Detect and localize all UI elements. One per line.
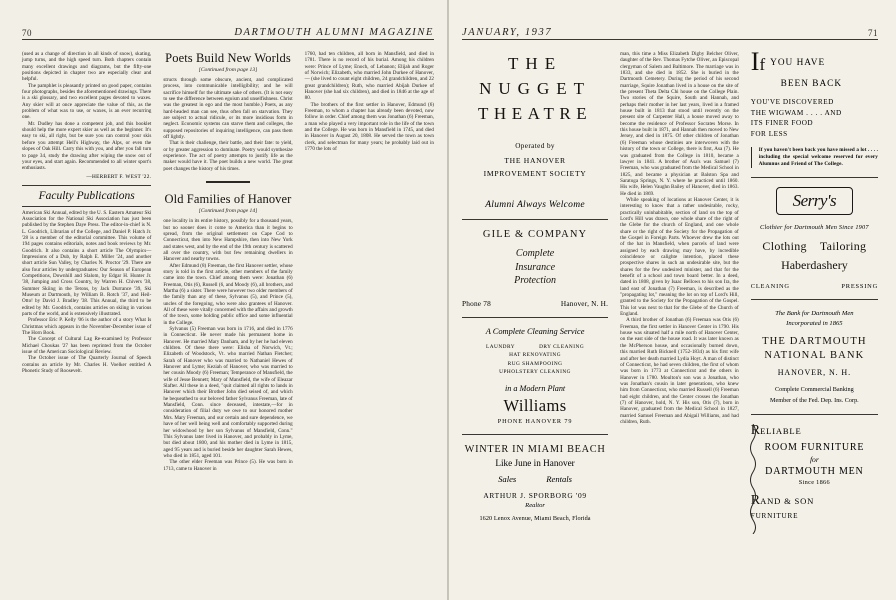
serrys-service-tailoring: Tailoring [819,239,867,253]
miami-subhead: Like June in Hanover [495,457,575,468]
column-2 [163,51,292,472]
ad-divider-rule [462,434,608,435]
miami-headline: WINTER IN MIAMI BEACH [464,443,606,455]
rand-for: for [809,455,819,464]
serrys-logo-wrap [751,187,878,215]
wigwam-sub-line-2: THE WIGWAM . . . . AND [750,108,842,117]
header-rule-right [462,39,878,40]
miami-address: 1620 Lenox Avenue, Miami Beach, Florida [479,514,591,522]
bank-tagline-1: The Bank for Dartmouth Men [775,310,854,317]
rand-since: Since 1866 [798,479,830,486]
paragraph: While speaking of locations at Hanover Center, it is interesting to know that a rather undesirable, rocky, practically uninhabitable, section of land on the top of Lord's Hill was drawn, one whole share of the right of the Glebe for the church of England, and one whole share or the right of the Society for the Propagation of the Gospel in Foreign Parts. Whoever drew the lots out of the hat in Mansfield, when parcels of land were assigned by each drawing may have, by incredible coincidence or calighte intention, placed these prospective shares in such an undesirable site, but the shares for the few undesired minister, and that for the benefit of a school and town board better. In a deed, dated in 1808, given by Isaac Bellows to his son Ira, the land east of Jonathan (7) Freeman, is described as the "propagating lot," meaning the lot on top of Lord's Hill, granted to the Society for the Propagation of the Gospel. This lot was next to that for the Glebe of the Church of England. [620,196,739,318]
nugget-line-1: THE [508,54,563,73]
williams-name: Williams [503,395,567,415]
nugget-society-line-2: IMPROVEMENT SOCIETY [483,169,587,178]
rand-furniture-label: FURNITURE [750,512,799,520]
serrys-logo-box [776,187,854,215]
section-rule-top [22,185,151,186]
ad-gile-and-company[interactable] [462,229,608,308]
nugget-line-2: NUGGET [479,79,592,98]
serrys-logo-text: Serry's [792,191,837,210]
folio-right: 71 [868,28,878,38]
wigwam-fine-print: If you haven't been back you have missed a lot . . . . including the special welcome reserved for every Alumnus and Friend of The College. [758,147,878,167]
rand-drop-cap-1: R [750,423,761,438]
gile-city: Hanover, N. H. [560,298,609,308]
running-title-left: DARTMOUTH ALUMNI MAGAZINE [234,27,434,38]
paragraph: one locality in its entire history, possibly for a thousand years, but no sooner does it come to America than it begins to spread, from the original settlement on Cape Cod to Connecticut, then into New Hampshire, then into New York and states west, and by the end of the 19th century is scattered all over the country, with but few remaining dwellers in Hanover and nearby towns. [163,218,293,263]
gile-line-2: Insurance [515,261,556,273]
article-signature: —HERBERT F. WEST '22. [86,173,152,180]
rand-reliable-text: ELIABLE [760,426,802,436]
bank-tagline-2: Incorporated in 1865 [786,319,843,327]
paragraph: (used as a change of direction in all kinds of snow), skating, jump turns, and the high speed turn. Both chapters contain many excellent drawings and diagrams, but the fifty-one positions depicted in chapter two are especially clear and helpful. [22,51,152,83]
wigwam-sub-line-3: ITS FINER FOOD [750,119,814,127]
ad-rand-and-son-furniture[interactable] [751,424,878,520]
paragraph: structs through some obscure, ancient, and complicated process, into communicable intelligibility; and he will sacrifice himself for the ultimate sake of others. (It is not easy to see the difference between egoism and unselfishness. Christ was the greatest in ego and the most humble.) Poets, as any hard-headed man can see, thus often fall on starvation. They are subject to actual ridicule, or its more insidious form in neglect. Economic systems can starve them and colleges, the supposed repositories of inquiring intelligence, can pass them off lightly. [163,77,293,141]
article-title-old-families-of-hanover: Old Families of Hanover [164,192,292,207]
continued-from-note: [Continued from page 13] [198,67,258,73]
rand-dartmouth-men: DARTMOUTH MEN [765,466,864,477]
ad-column-left [462,51,608,522]
paragraph: American Ski Annual, edited by the U. S. Eastern Amateur Ski Association for the National Ski Association has just been published by the Stephen Daye Press. The editor-in-chief is N. L. Goodrich, Librarian of the College, and Daniel P. Hatch Jr. '28 is a member of the editorial committee. This volume of 194 pages contains editorials, notes and book reviews by Mr. Goodrich. It also contains a short article The Olympics—Impressions of a Dub, by Ralph E. Miller '24, and another short article Sun Valley, by Charles N. Proctor '29. There are also four articles by undergraduates: Our Season of European Competitions, Downhill and Slalom, by Edgar H. Hunter Jr. '38, Jumping and Cross Country, by Warren H. Chivers '38, Summer Skiing in the Tetons, by Jack Durrance '39, Ski Museum at Dartmouth, by William B. Rotch '37, and Heil-Otto! by David J. Bradley '38. This Annual, the third to be edited by Mr. Goodrich, contains articles on skiing in various parts of the world, and is extensively illustrated. [22,209,152,318]
miami-sales-rentals [462,474,608,484]
williams-headline: A Complete Cleaning Service [485,326,585,336]
running-head-left [22,18,434,44]
wigwam-subhead [751,97,878,139]
ad-nugget-theatre[interactable] [462,51,608,210]
wigwam-headline-row [750,47,878,76]
page-right [448,0,896,600]
folio-left: 70 [22,28,32,38]
serrys-footer [751,283,878,290]
wigwam-drop-cap: If [750,47,766,76]
section-title-faculty-publications: Faculty Publications [38,189,135,202]
article-divider-rule [206,181,250,183]
running-head-right [462,18,878,44]
wigwam-sub-line-4: FOR LESS [750,129,788,138]
ad-divider-rule [462,219,608,220]
paragraph: Sylvanus (5) Freeman was born in 1716, and died in 1776 in Connecticut. He never made his permanent home in Hanover. He married Mary Danham, and by her he had eleven children. Of these there were: Elisha of Norwich, Vt.; Elizabeth of Woodstock, Vt. who married Nathan Fletcher; Sarah of Hanover who was married to Nathaniel Hewes of Hanover and Lyme; Keziah of Hanover, who was married to her cousin Moody (6) Freeman; Temperance of Mansfield, the wife of Jesse Bennett; Mary of Mansfield, the wife of Eleazar Slafter. All these in a deed, "quit claimed all rights to lands in Hanover which their Brother John died seised of, and which he bequeathed to our beloved father Sylvanus Freeman, late of Mansfield, Conn. since deceased, intestate,—for in consideration of filial duty we owe to our honored mother Mrs. Mary Freeman, and our certain and sure dependence, we have of her well being well and comfortably supported during her widowhood by her son Sylvanus of Mansfield, Conn." This Sylvanus later lived in Hanover, and probably in Lyme, but died about 1800, and his mother died in Lyme in 1815, aged 95 years and is buried beside her daughter Sarah Hewes, who died in 1851, aged 101. [163,326,293,459]
paragraph: The pamphlet is pleasantly printed on good paper, contains four photographs, besides the aforementioned drawings. There is a ski glossary, and two excellent pages devoted to waxes. Any skier will at once appreciate the value of this, as the problem of what wax to use, or waxes, is an ever recurring one. [22,82,152,121]
gile-company-name: GILE & COMPANY [482,229,588,240]
gile-phone: Phone 78 [462,298,491,308]
nugget-welcome-line: Alumni Always Welcome [485,200,585,210]
nugget-line-3: THEATRE [478,104,593,123]
williams-service: DRY CLEANING [539,343,585,350]
paragraph: The Concept of Cultural Lag Re-examined by Professor Michael Choukas '27 has been reprinted from the October issue of the American Sociological Review. [22,336,152,356]
nugget-operated-by: Operated by [515,142,555,150]
williams-service: UPHOLSTERY CLEANING [499,369,571,375]
wigwam-head-line-2: BEEN BACK [780,79,843,89]
right-page-columns [462,47,878,522]
section-rule-bottom [22,206,151,207]
paragraph: Professor Eric P. Kelly '06 is the author of a story What Is Christmas which appears in the November-December issue of The Horn Book. [22,317,152,337]
gile-line-3: Protection [514,275,556,286]
rand-name-line [751,494,878,507]
nugget-society-line-1: THE HANOVER [504,156,566,165]
bank-fine-line-2: Member of the Fed. Dep. Ins. Corp. [770,397,859,404]
williams-service-list [462,343,608,377]
column-3 [305,51,434,472]
article-title-poets-build-new-worlds: Poets Build New Worlds [165,51,291,65]
gile-line-1: Complete [515,248,555,259]
page-gutter [447,0,449,600]
paragraph: Mr. Dudley has done a competent job, and this booklet should help the more expert skier as well as the beginner. It's easy to ski, all right, but be sure you can control your skis before you attempt Hell's Highway, the Alps, or even the slopes of Oak Hill. Carry this with you, and after you fall turn to page 34, study the drawing after wiping the snow out of your eyes, and start again. Recommended to all winter sport's enthusiasts. [22,120,152,172]
gile-footer [462,299,608,308]
williams-service: RUG SHAMPOOING [507,360,563,367]
bank-fine-line-1: Complete Commercial Banking [775,386,854,393]
ad-divider-rule [751,177,878,178]
wigwam-sub-line-1: YOU'VE DISCOVERED [750,98,834,106]
left-page-columns [22,51,434,472]
paragraph: 1760, had ten children, all born in Mansfield, and died in 1781. There is no record of his burial. Among his children were: Prince of Lyme; Enoch, of Lebanon; Elijah and Roger of Norwich; Elizabeth, who married John Durkee of Hanover,— (she lived to count eight children, 24 grandchildren, and 22 great grandchildren); Ruth, who married Abijah Durkee of Hanover (she had six children), and died in 1846 at the age of 80. [304,51,434,102]
column-1 [22,51,151,472]
ad-divider-rule [462,317,608,318]
ad-serrys[interactable] [751,187,878,290]
serrys-cleaning: CLEANING [750,283,790,290]
serrys-services-row-1 [751,239,878,254]
column-4 [620,51,739,522]
ad-divider-rule [751,299,878,300]
wigwam-rule-bar [751,147,752,168]
serrys-pressing: PRESSING [841,283,878,290]
ad-miami-beach-realtor[interactable] [462,444,608,522]
ad-williams-cleaning[interactable] [462,327,608,425]
miami-sales: Sales [498,473,517,484]
bank-name-line-1: THE DARTMOUTH [762,336,867,347]
miami-rentals: Rentals [546,473,573,484]
bank-name-line-2: NATIONAL BANK [764,350,865,361]
paragraph: That is their challenge, their battle, and their fate: to yield, or by greater aggression to dominate. Poetry would synthesize experience. The act of poetry attempts to justify life as the maker would have it. The poet builds a new world. The great poet changes the history of his times. [163,140,293,172]
paragraph: After Edmund (8) Freeman, the first Hanover settler, whose story is told in the first article, other members of the family came into the town. Chief among them were: Jonathan (6) Freeman, Otis (6), Russell (6, and Moody (6), all brothers, and Martha (6) a sister. There were however two older members of the family than any of these, Sylvanus (5), and Prince (5), uncles of the foregoing, who were also grantees of Hanover. All of these were vitally concerned with the affairs and growth of the town, some holding public office and some influential in the College. [163,262,293,326]
williams-modern-plant: in a Modern Plant [504,383,566,393]
rand-room-furniture: ROOM FURNITURE [764,442,865,453]
paragraph: The October issue of The Quarterly Journal of Speech contains an article by Mr. Charles H. Voelker entitled A Phonetic Study of Roosevelt. [22,355,152,375]
paragraph: The other elder Freeman was Prince (5). He was born in 1713, came to Hanover in [163,459,293,472]
paragraph: The brothers of the first settler in Hanover, Edmund (6) Freeman, to whom a chapter has already been devoted, now follow in order. Chief among them was Jonathan (6) Freeman, a man who played a very important role in the life of the town and the College. He was born in Mansfield in 1745, and died in Hanover in August 20, 1808. He served the town as town clerk, and selectman for many years; he probably laid out in 1770 the lots of [304,101,434,153]
williams-service: LAUNDRY [485,343,516,350]
ad-column-right [750,47,878,522]
serrys-service-clothing: Clothing [762,239,807,253]
serrys-service-haberdashery: Haberdashery [781,258,848,272]
miami-realtor-title: Realtor [525,501,545,509]
continued-from-note: [Continued from page 14] [198,208,258,215]
serrys-tagline: Clothier for Dartmouth Men Since 1907 [760,224,869,231]
running-title-right: JANUARY, 1937 [462,27,553,38]
williams-phone: PHONE HANOVER 79 [497,417,573,425]
rand-name-text: AND & SON [760,496,815,506]
paragraph: man, this time a Miss Elizabeth Digby Belcher Oliver, daughter of the Rev. Thomas Fytche Oliver, an Episcopal clergyman of Salem and Baltimore. The marriage was in 1833, and she died in 1852. She is buried in the Dartmouth Cemetery. During the period of his second marriage, Squire Jonathan lived in a house on the site of the present Theta Delta Chi house on the College Plain. Two stories of the Squire, South and Hannah, and perhaps their mother in her last years, lived in a framed house built in 1813 that stood until recently on the present site of Carpenter Hall, a house moved away to become the residence of Professor Socrates Morse. In this house built in 1871, and Hannah then moved to New Jersey, and died in 1875. Of other children of Jonathan (6) Freeman whose destinies are interwoven with the history of the town or College, there is first, Asa (7). He was graduated from the College in 1810, became a lawyer in 1841. A brother of Asa's was Samuel (7) Freeman, who was graduated from the Medical School in 1825, and became a physician at Balston Spa and Saratoga Springs, N. Y. where he practiced until 1860. His wife, Helen Vaughn Bailey of Hanover, died in 1863. He died in 1869. [620,51,739,197]
bank-city: HANOVER, N. H. [777,368,852,377]
miami-realtor-name: ARTHUR J. SPORBORG '09 [483,490,587,500]
rand-drop-cap-2: R [750,493,761,508]
paragraph: A third brother of Jonathan (6) Freeman was Otis (6) Freeman, the first settler in Hanover Center in 1790. His house was situated half a mile north of Hanover Center, on the east side of the house road. It was later known as the McPherson house, and occasionally burned down, this married Ruth Bicknell (1752-1834) as his first wife and after her death married Lydia Hoyt. A man of distinct of Connecticut, he had seven children, the first of whom was born in 1773 at Connecticut and the others in Hanover in 1780. Moulton's son was a Jonathan, who was Jonathan's cousin in later generations, who knew him from Connecticut, who married Russell (6) Freeman had eight children, and the Center crosses the Jonathan (7) of Hanover, hold, N. Y. His son, Otis (7), born in Hanover, graduated from the Medical School in 1827, married Samuel Freeman and Abigail Williams, and had children, Ruth. [620,317,739,425]
ad-dartmouth-national-bank[interactable] [751,309,878,405]
header-rule-left [22,39,434,40]
rand-reliable-line [751,424,878,437]
williams-service: HAT RENOVATING [509,352,562,358]
ad-wigwam[interactable] [750,47,878,168]
decorative-squiggle-icon [749,424,757,534]
wigwam-fine-print-box [751,147,878,168]
ad-divider-rule [751,414,878,415]
wigwam-head-line-1: YOU HAVE [770,58,826,68]
